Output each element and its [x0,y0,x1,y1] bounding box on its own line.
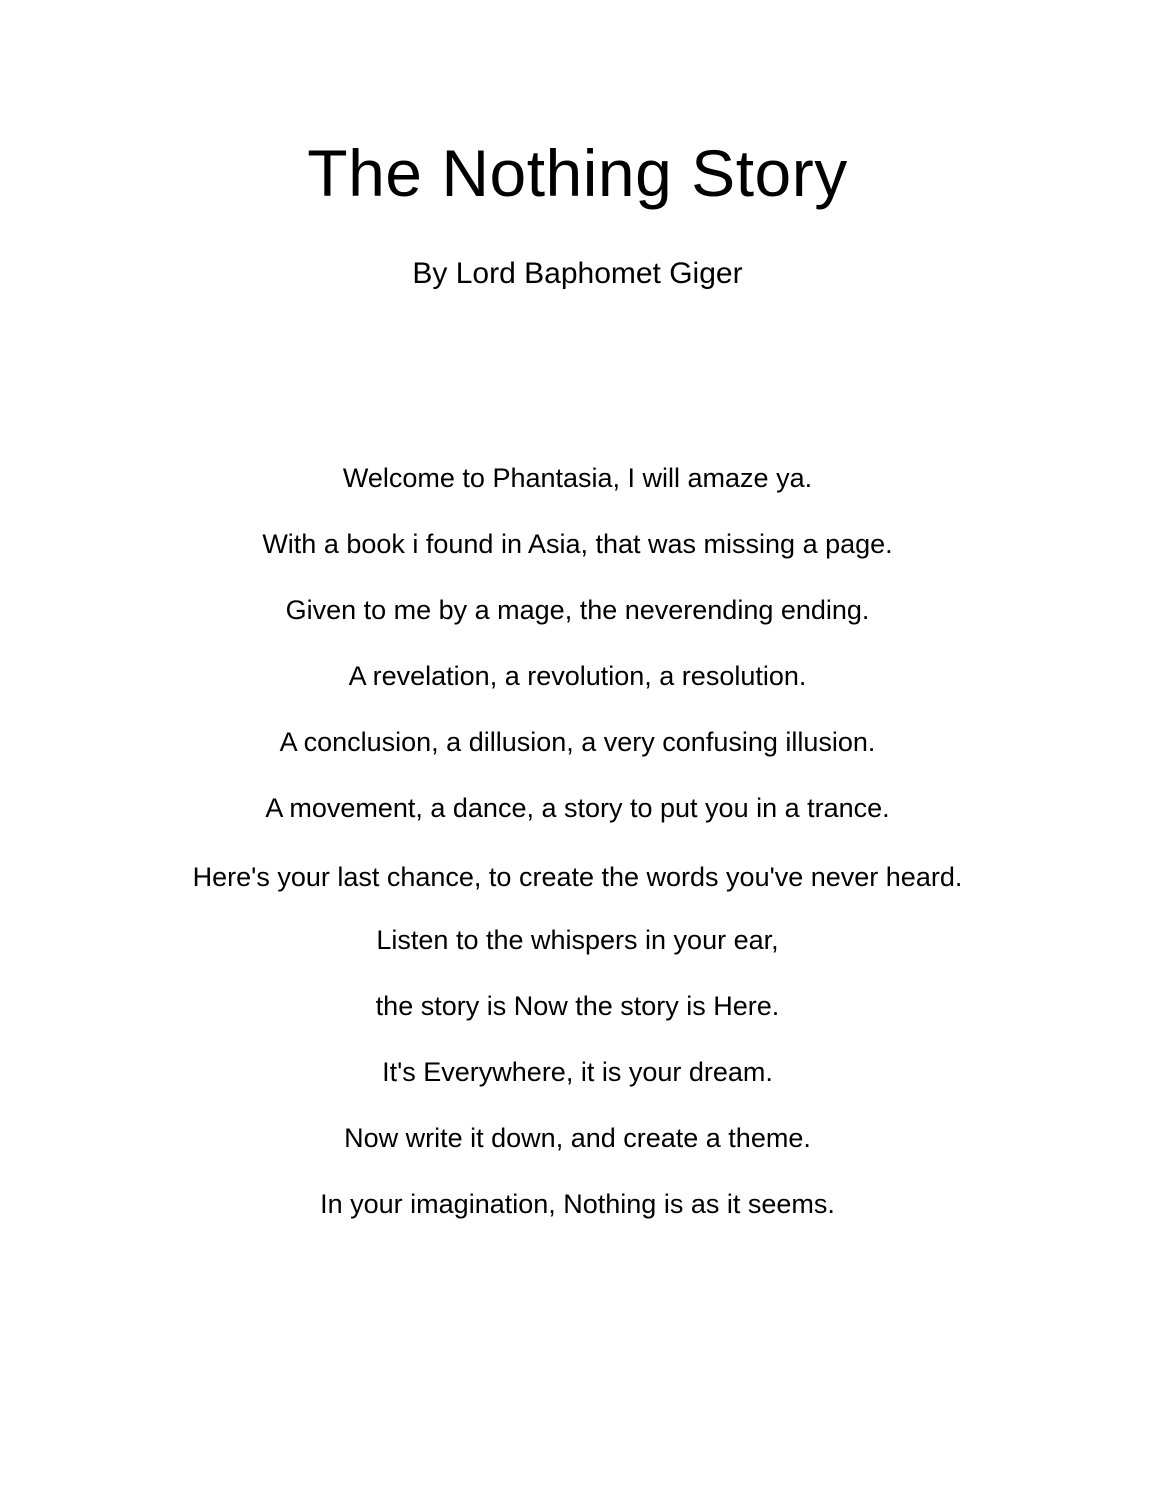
poem-line: A movement, a dance, a story to put you in a trance. [265,793,890,823]
poem-line: Listen to the whispers in your ear, [376,925,779,955]
poem-line: With a book i found in Asia, that was missing a page. [262,529,893,559]
poem-line: A conclusion, a dillusion, a very confusing illusion. [279,727,876,757]
poem-line: Now write it down, and create a theme. [344,1123,811,1153]
poem-body [170,458,985,1250]
poem-line: A revelation, a revolution, a resolution. [348,661,807,691]
poem-line: the story is Now the story is Here. [375,991,780,1021]
poem-line: In your imagination, Nothing is as it seems. [320,1189,835,1219]
poem-line: Welcome to Phantasia, I will amaze ya. [342,463,813,493]
poem-line: Here's your last chance, to create the words you've never heard. [192,862,963,892]
author-byline: By Lord Baphomet Giger [412,257,743,290]
poem-line: It's Everywhere, it is your dream. [382,1057,773,1087]
document-title: The Nothing Story [307,136,848,210]
poem-line: Given to me by a mage, the neverending ending. [285,595,870,625]
